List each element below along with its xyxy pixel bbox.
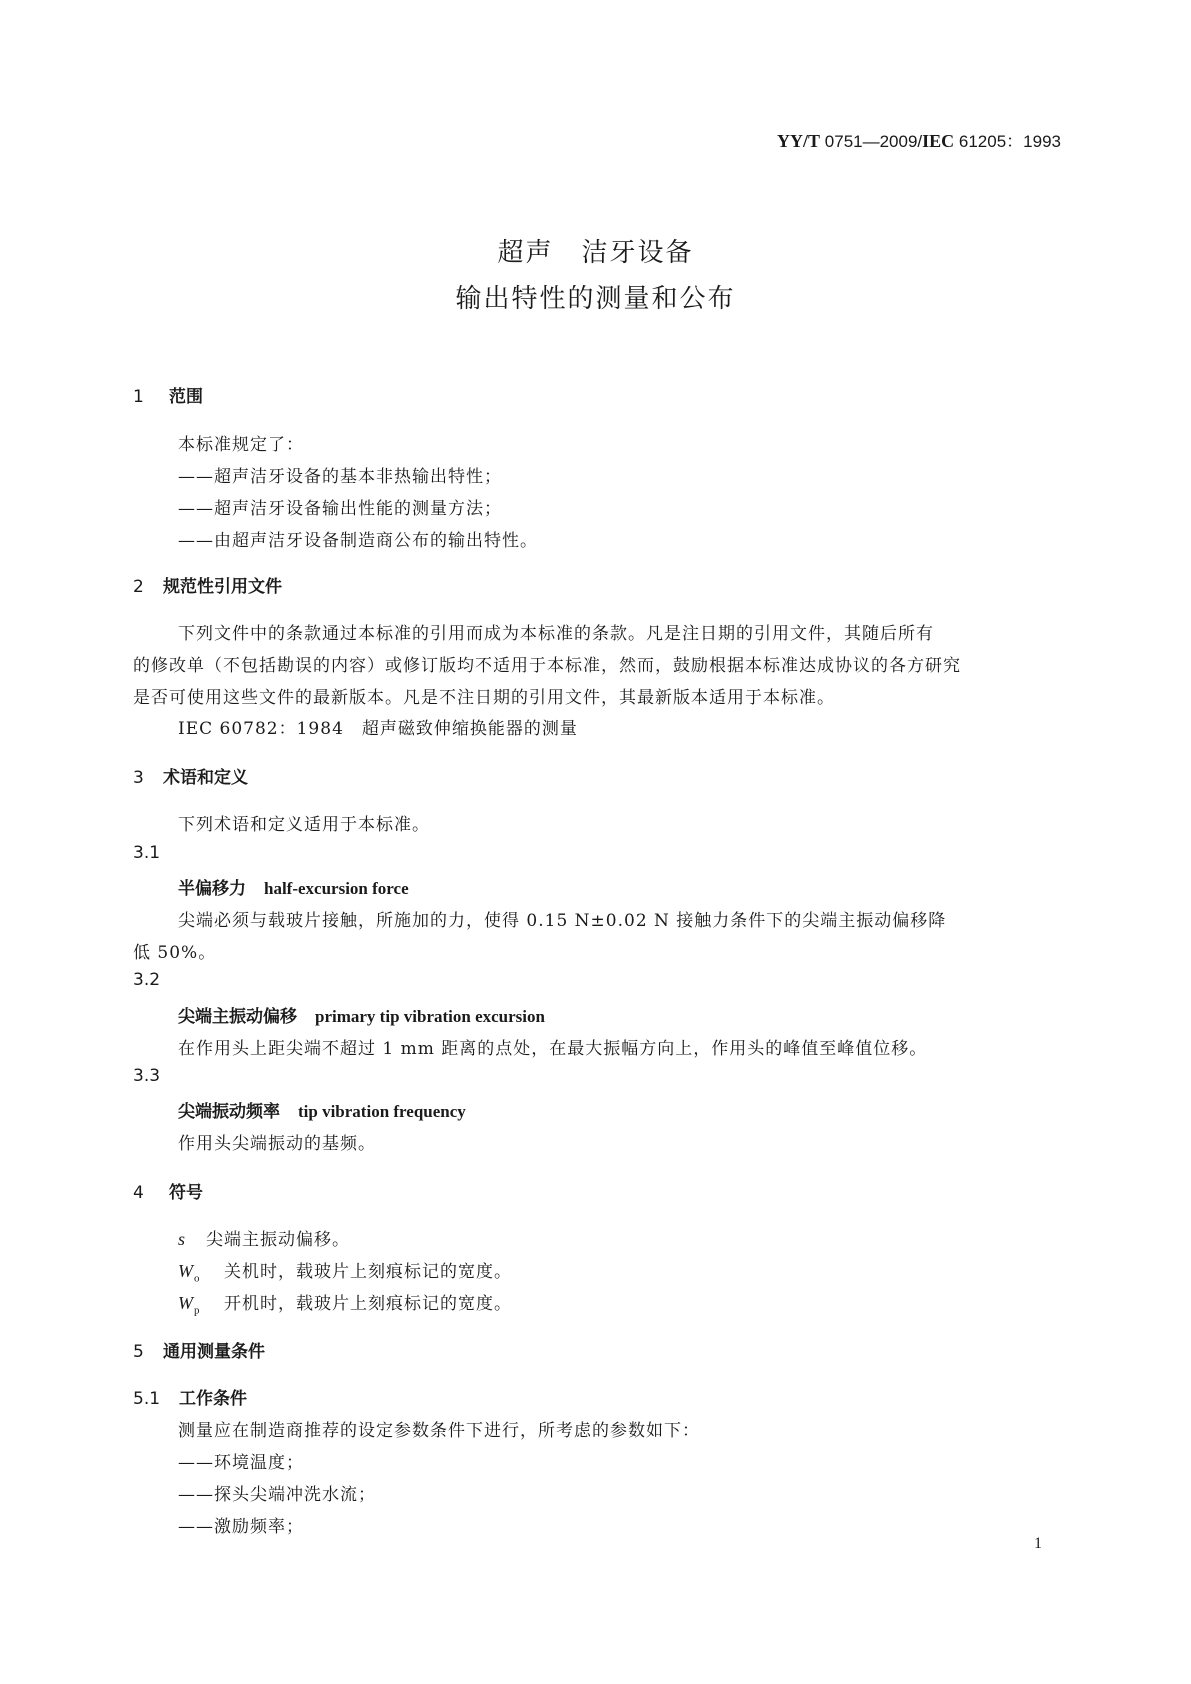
- section-4-heading: [133, 1178, 203, 1203]
- term-heading: [178, 1002, 545, 1027]
- section-title: 规范性引用文件: [163, 577, 282, 597]
- page-number: 1: [1034, 1535, 1042, 1552]
- term-number: 3.3: [133, 1066, 161, 1086]
- term-number: 3.2: [133, 970, 161, 990]
- term-en: primary tip vibration excursion: [315, 1007, 545, 1026]
- list-item: ——超声洁牙设备输出性能的测量方法；: [178, 499, 502, 519]
- normative-reference: IEC 60782：1984 超声磁致伸缩换能器的测量: [178, 719, 578, 739]
- term-zh: 尖端主振动偏移: [178, 1007, 297, 1027]
- symbol: W: [178, 1293, 194, 1313]
- section-title: 范围: [169, 387, 203, 407]
- section-title: 符号: [169, 1183, 203, 1203]
- symbol-description: 关机时，载玻片上刻痕标记的宽度。: [224, 1262, 512, 1282]
- term-zh: 半偏移力: [178, 879, 246, 899]
- header-iec-number: 61205：1993: [954, 132, 1061, 151]
- subsection-5-1-intro: 测量应在制造商推荐的设定参数条件下进行，所考虑的参数如下：: [178, 1421, 700, 1441]
- section-2-paragraph-line: 下列文件中的条款通过本标准的引用而成为本标准的条款。凡是注日期的引用文件，其随后所有: [178, 624, 934, 644]
- symbol-description: 尖端主振动偏移。: [206, 1230, 350, 1250]
- header-code-number: 0751—2009/: [820, 132, 923, 151]
- symbol: s: [178, 1229, 187, 1249]
- term-heading: [178, 874, 409, 899]
- symbol-subscript: o: [194, 1272, 201, 1285]
- subsection-number: 5.1: [133, 1389, 161, 1409]
- list-item: ——激励频率；: [178, 1517, 304, 1537]
- section-2-paragraph-line: 是否可使用这些文件的最新版本。凡是不注日期的引用文件，其最新版本适用于本标准。: [133, 688, 835, 708]
- list-item: ——超声洁牙设备的基本非热输出特性；: [178, 467, 502, 487]
- section-number: 4: [133, 1183, 144, 1203]
- header-iec-prefix: IEC: [922, 131, 955, 151]
- section-1-intro: 本标准规定了：: [178, 435, 304, 455]
- subsection-5-1-heading: [133, 1384, 247, 1409]
- section-number: 2: [133, 577, 144, 597]
- subsection-title: 工作条件: [179, 1389, 247, 1409]
- section-2-paragraph-line: 的修改单（不包括勘误的内容）或修订版均不适用于本标准，然而，鼓励根据本标准达成协议的各方研究: [133, 656, 961, 676]
- document-title-line2: 输出特性的测量和公布: [455, 284, 736, 314]
- symbol-entry: [178, 1225, 350, 1250]
- term-en: half-excursion force: [264, 879, 409, 898]
- header-code-prefix: YY/T: [777, 131, 821, 151]
- section-1-heading: [133, 382, 203, 407]
- symbol: W: [178, 1261, 194, 1281]
- section-5-heading: [133, 1337, 265, 1362]
- symbol-description: 开机时，载玻片上刻痕标记的宽度。: [224, 1294, 512, 1314]
- symbol-subscript: p: [194, 1304, 201, 1317]
- list-item: ——探头尖端冲洗水流；: [178, 1485, 376, 1505]
- symbol-entry: [178, 1257, 512, 1285]
- standard-code-header: [777, 127, 1061, 152]
- section-3-heading: [133, 763, 248, 788]
- term-definition-line: 尖端必须与载玻片接触，所施加的力，使得 0.15 N±0.02 N 接触力条件下的尖端主振动偏移降: [178, 911, 947, 931]
- term-heading: [178, 1097, 466, 1122]
- document-title-line1: 超声 洁牙设备: [497, 238, 694, 268]
- section-number: 1: [133, 387, 144, 407]
- term-en: tip vibration frequency: [298, 1102, 466, 1121]
- term-number: 3.1: [133, 843, 161, 863]
- section-3-intro: 下列术语和定义适用于本标准。: [178, 815, 430, 835]
- list-item: ——由超声洁牙设备制造商公布的输出特性。: [178, 531, 538, 551]
- section-number: 3: [133, 768, 144, 788]
- term-definition-line: 低 50%。: [133, 943, 217, 963]
- section-number: 5: [133, 1342, 144, 1362]
- section-title: 术语和定义: [163, 768, 248, 788]
- section-title: 通用测量条件: [163, 1342, 265, 1362]
- symbol-entry: [178, 1289, 512, 1317]
- term-definition-line: 在作用头上距尖端不超过 1 mm 距离的点处，在最大振幅方向上，作用头的峰值至峰值位移。: [178, 1039, 928, 1059]
- term-zh: 尖端振动频率: [178, 1102, 280, 1122]
- section-2-heading: [133, 572, 282, 597]
- list-item: ——环境温度；: [178, 1453, 304, 1473]
- term-definition-line: 作用头尖端振动的基频。: [178, 1134, 376, 1154]
